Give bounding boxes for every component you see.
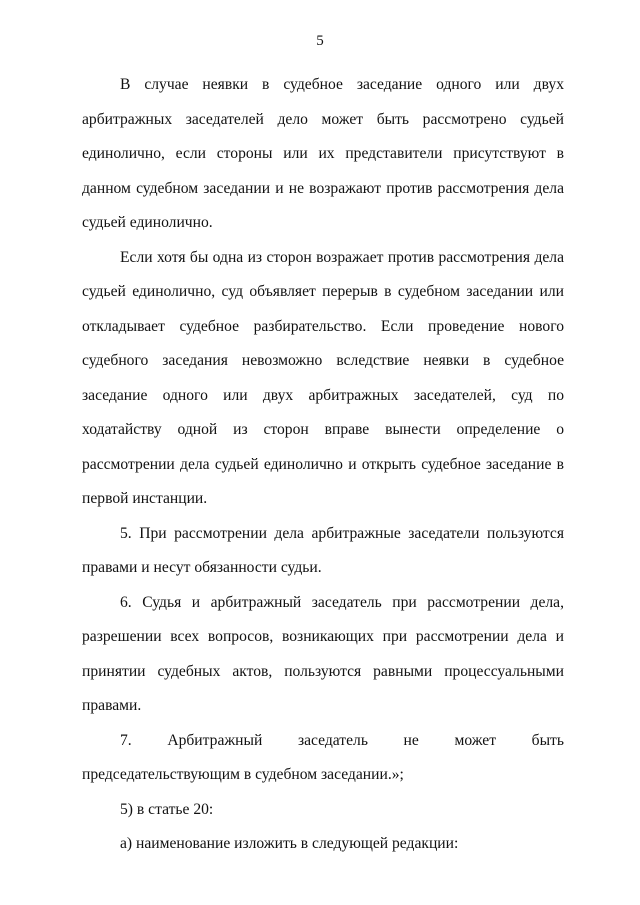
- paragraph-item-6: 6. Судья и арбитражный заседатель при рассмотрении дела, разрешении всех вопросов, возникающих при рассмотрении дела и принятии судебных актов, пользуются равными процессуальными правами.: [82, 593, 564, 714]
- paragraph-article-20: 5) в статье 20:: [120, 800, 214, 818]
- paragraph-party-objection: Если хотя бы одна из сторон возражает против рассмотрения дела судьей единолично, суд объявляет перерыв в судебном заседании или откладывает судебное разбирательство. Если проведение нового судебного заседания невозможно вследствие неявки в судебное заседание одного или двух арбитражных заседателей, суд по ходатайству одной из сторон вправе вынести определение о рассмотрении дела судьей единолично и открыть судебное заседание в первой инстанции.: [82, 248, 564, 507]
- paragraph-item-7: 7. Арбитражный заседатель не может быть председательствующим в судебном заседании.»;: [82, 731, 564, 783]
- page-number: 5: [316, 33, 324, 49]
- paragraph-subitem-a: а) наименование изложить в следующей редакции:: [120, 835, 459, 852]
- document-body: [82, 68, 564, 862]
- paragraph-item-5: 5. При рассмотрении дела арбитражные заседатели пользуются правами и несут обязанности судьи.: [82, 524, 564, 576]
- paragraph-absence-of-assessors: В случае неявки в судебное заседание одного или двух арбитражных заседателей дело может быть рассмотрено судьей единолично, если стороны или их представители присутствуют в данном судебном заседании и не возражают против рассмотрения дела судьей единолично.: [82, 76, 564, 231]
